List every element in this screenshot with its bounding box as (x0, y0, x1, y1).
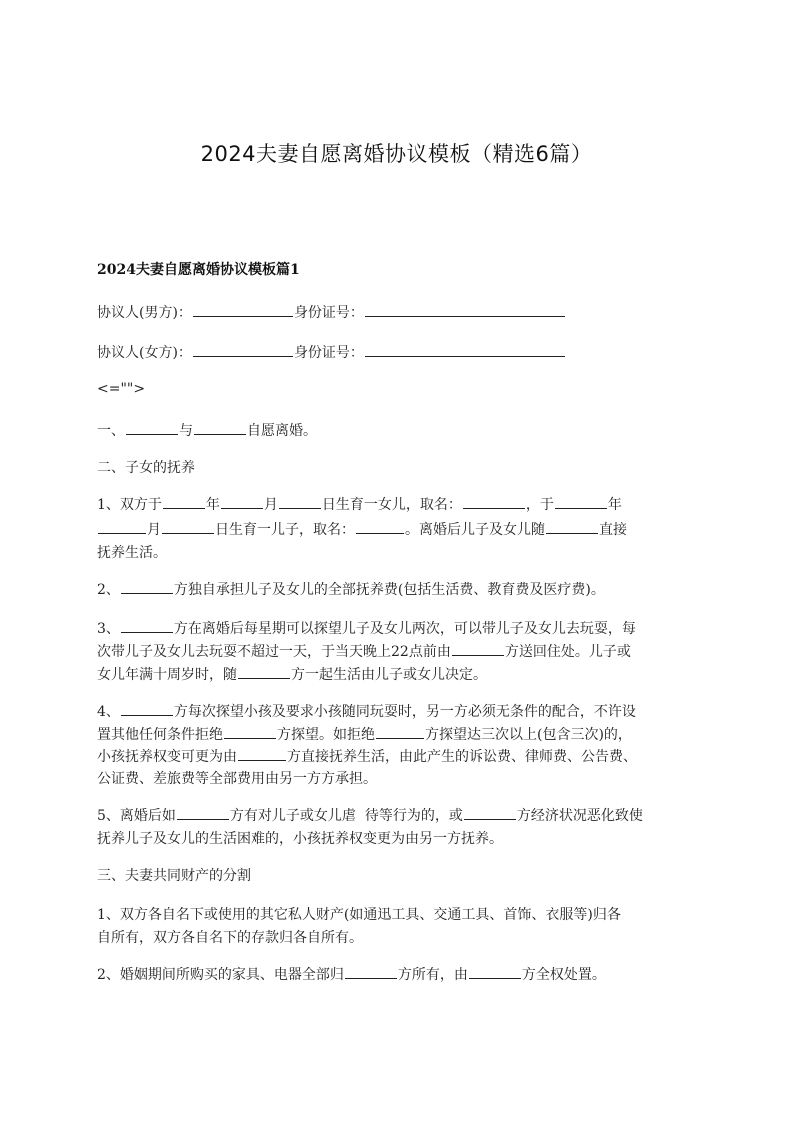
text: 女儿年满十周岁时，随 (97, 667, 237, 683)
blank-field (452, 641, 504, 656)
text: 月 (263, 497, 278, 513)
text: 方独自承担儿子及女儿的全部抚养费(包括生活费、教育费及医疗费)。 (173, 582, 605, 598)
blank-field (555, 494, 607, 509)
blank-field (221, 494, 263, 509)
blank-field (356, 519, 404, 534)
blank-field (238, 664, 290, 679)
para-3-line-1 (97, 617, 707, 641)
text: 自愿离婚。 (247, 423, 317, 439)
blank-field (177, 805, 229, 820)
para-3-line-2 (97, 640, 707, 664)
blank-field (463, 494, 525, 509)
blank-field (121, 701, 173, 716)
prop-1-line-1: 1、双方各自名下或使用的其它私人财产(如通迅工具、交通工具、首饰、衣服等)归各 (97, 907, 621, 923)
blank-field (121, 618, 173, 633)
blank-field (376, 724, 424, 739)
prop-1-line-2: 自所有，双方各自名下的存款归各自所有。 (97, 930, 363, 946)
clause-1 (97, 419, 707, 443)
para-4-line-2 (97, 723, 707, 747)
para-5-line-1 (97, 804, 707, 828)
text: 方一起生活由儿子或女儿决定。 (291, 667, 487, 683)
para-1-line-2 (97, 518, 707, 542)
blank-field (469, 964, 521, 979)
text: 方直接抚养生活，由此产生的诉讼费、律师费、公告费、 (287, 749, 637, 765)
id-label: 身份证号： (293, 345, 364, 361)
blank-field (193, 342, 293, 357)
text: 1、双方于 (97, 497, 162, 513)
heading-3: 三、夫妻共同财产的分割 (97, 868, 251, 884)
text: 方探望。如拒绝 (277, 727, 375, 743)
text: 方所有，由 (397, 967, 468, 983)
blank-field (279, 494, 321, 509)
para-4-line-4: 公证费、差旅费等全部费用由另一方方承担。 (97, 771, 377, 787)
blank-field (365, 302, 565, 317)
blank-field (345, 964, 397, 979)
text: 2、婚姻期间所购买的家具、电器全部归 (97, 967, 344, 983)
text: 年 (205, 497, 220, 513)
party-female-line (97, 341, 707, 365)
garbled-text: <=""> (97, 381, 146, 397)
blank-field (121, 579, 173, 594)
text: 。离婚后儿子及女儿随 (405, 522, 545, 538)
text: 方经济状况恶化致使 (516, 808, 643, 824)
blank-field (546, 519, 598, 534)
para-4-line-3 (97, 745, 707, 769)
text: 方全权处置。 (521, 967, 606, 983)
blank-field (163, 494, 205, 509)
prop-2 (97, 963, 707, 987)
party-male-line (97, 301, 707, 325)
para-4-line-1 (97, 700, 707, 724)
blank-field (464, 805, 516, 820)
text: 方送回住处。儿子或 (504, 644, 631, 660)
text: 置其他任何条件拒绝 (97, 727, 223, 743)
para-2 (97, 578, 707, 602)
para-1-line-3: 抚养生活。 (97, 545, 167, 561)
para-3-line-3 (97, 663, 707, 687)
heading-2: 二、子女的抚养 (97, 460, 195, 476)
id-label: 身份证号： (293, 305, 364, 321)
blank-field (193, 302, 293, 317)
text: 3、 (97, 621, 120, 637)
blank-field (126, 420, 178, 435)
text: 2、 (97, 582, 120, 598)
blank-field (224, 724, 276, 739)
blank-field (98, 519, 146, 534)
text: 年 (607, 497, 622, 513)
text: 5、离婚后如 (97, 808, 176, 824)
party-male-label: 协议人(男方)： (97, 305, 192, 321)
text: 方每次探望小孩及要求小孩随同玩耍时，另一方必须无条件的配合，不许设 (173, 704, 636, 720)
blank-field (194, 420, 246, 435)
para-5-line-2: 抚养儿子及女儿的生活困难的，小孩抚养权变更为由另一方抚养。 (97, 831, 503, 847)
text: 日生育一儿子，取名： (215, 522, 355, 538)
text: 一、 (97, 423, 125, 439)
text: 方有对儿子或女儿虐 待等行为的，或 (229, 808, 463, 824)
text: 小孩抚养权变可更为由 (97, 749, 237, 765)
text: 方探望达三次以上(包含三次)的， (425, 727, 632, 743)
text: 方在离婚后每星期可以探望儿子及女儿两次，可以带儿子及女儿去玩耍，每 (173, 621, 636, 637)
blank-field (238, 746, 286, 761)
party-female-label: 协议人(女方)： (97, 345, 192, 361)
text: ，于 (525, 497, 554, 513)
blank-field (162, 519, 214, 534)
section-title: 2024夫妻自愿离婚协议模板篇1 (97, 262, 300, 278)
text: 直接 (599, 522, 627, 538)
document-title: 2024夫妻自愿离婚协议模板（精选6篇） (200, 142, 593, 166)
text: 日生育一女儿，取名： (321, 497, 462, 513)
text: 4、 (97, 704, 120, 720)
para-1-line-1 (97, 493, 707, 517)
text: 次带儿子及女儿去玩耍不超过一天，于当天晚上22点前由 (97, 644, 451, 660)
text: 月 (147, 522, 161, 538)
blank-field (365, 342, 565, 357)
text: 与 (179, 423, 193, 439)
